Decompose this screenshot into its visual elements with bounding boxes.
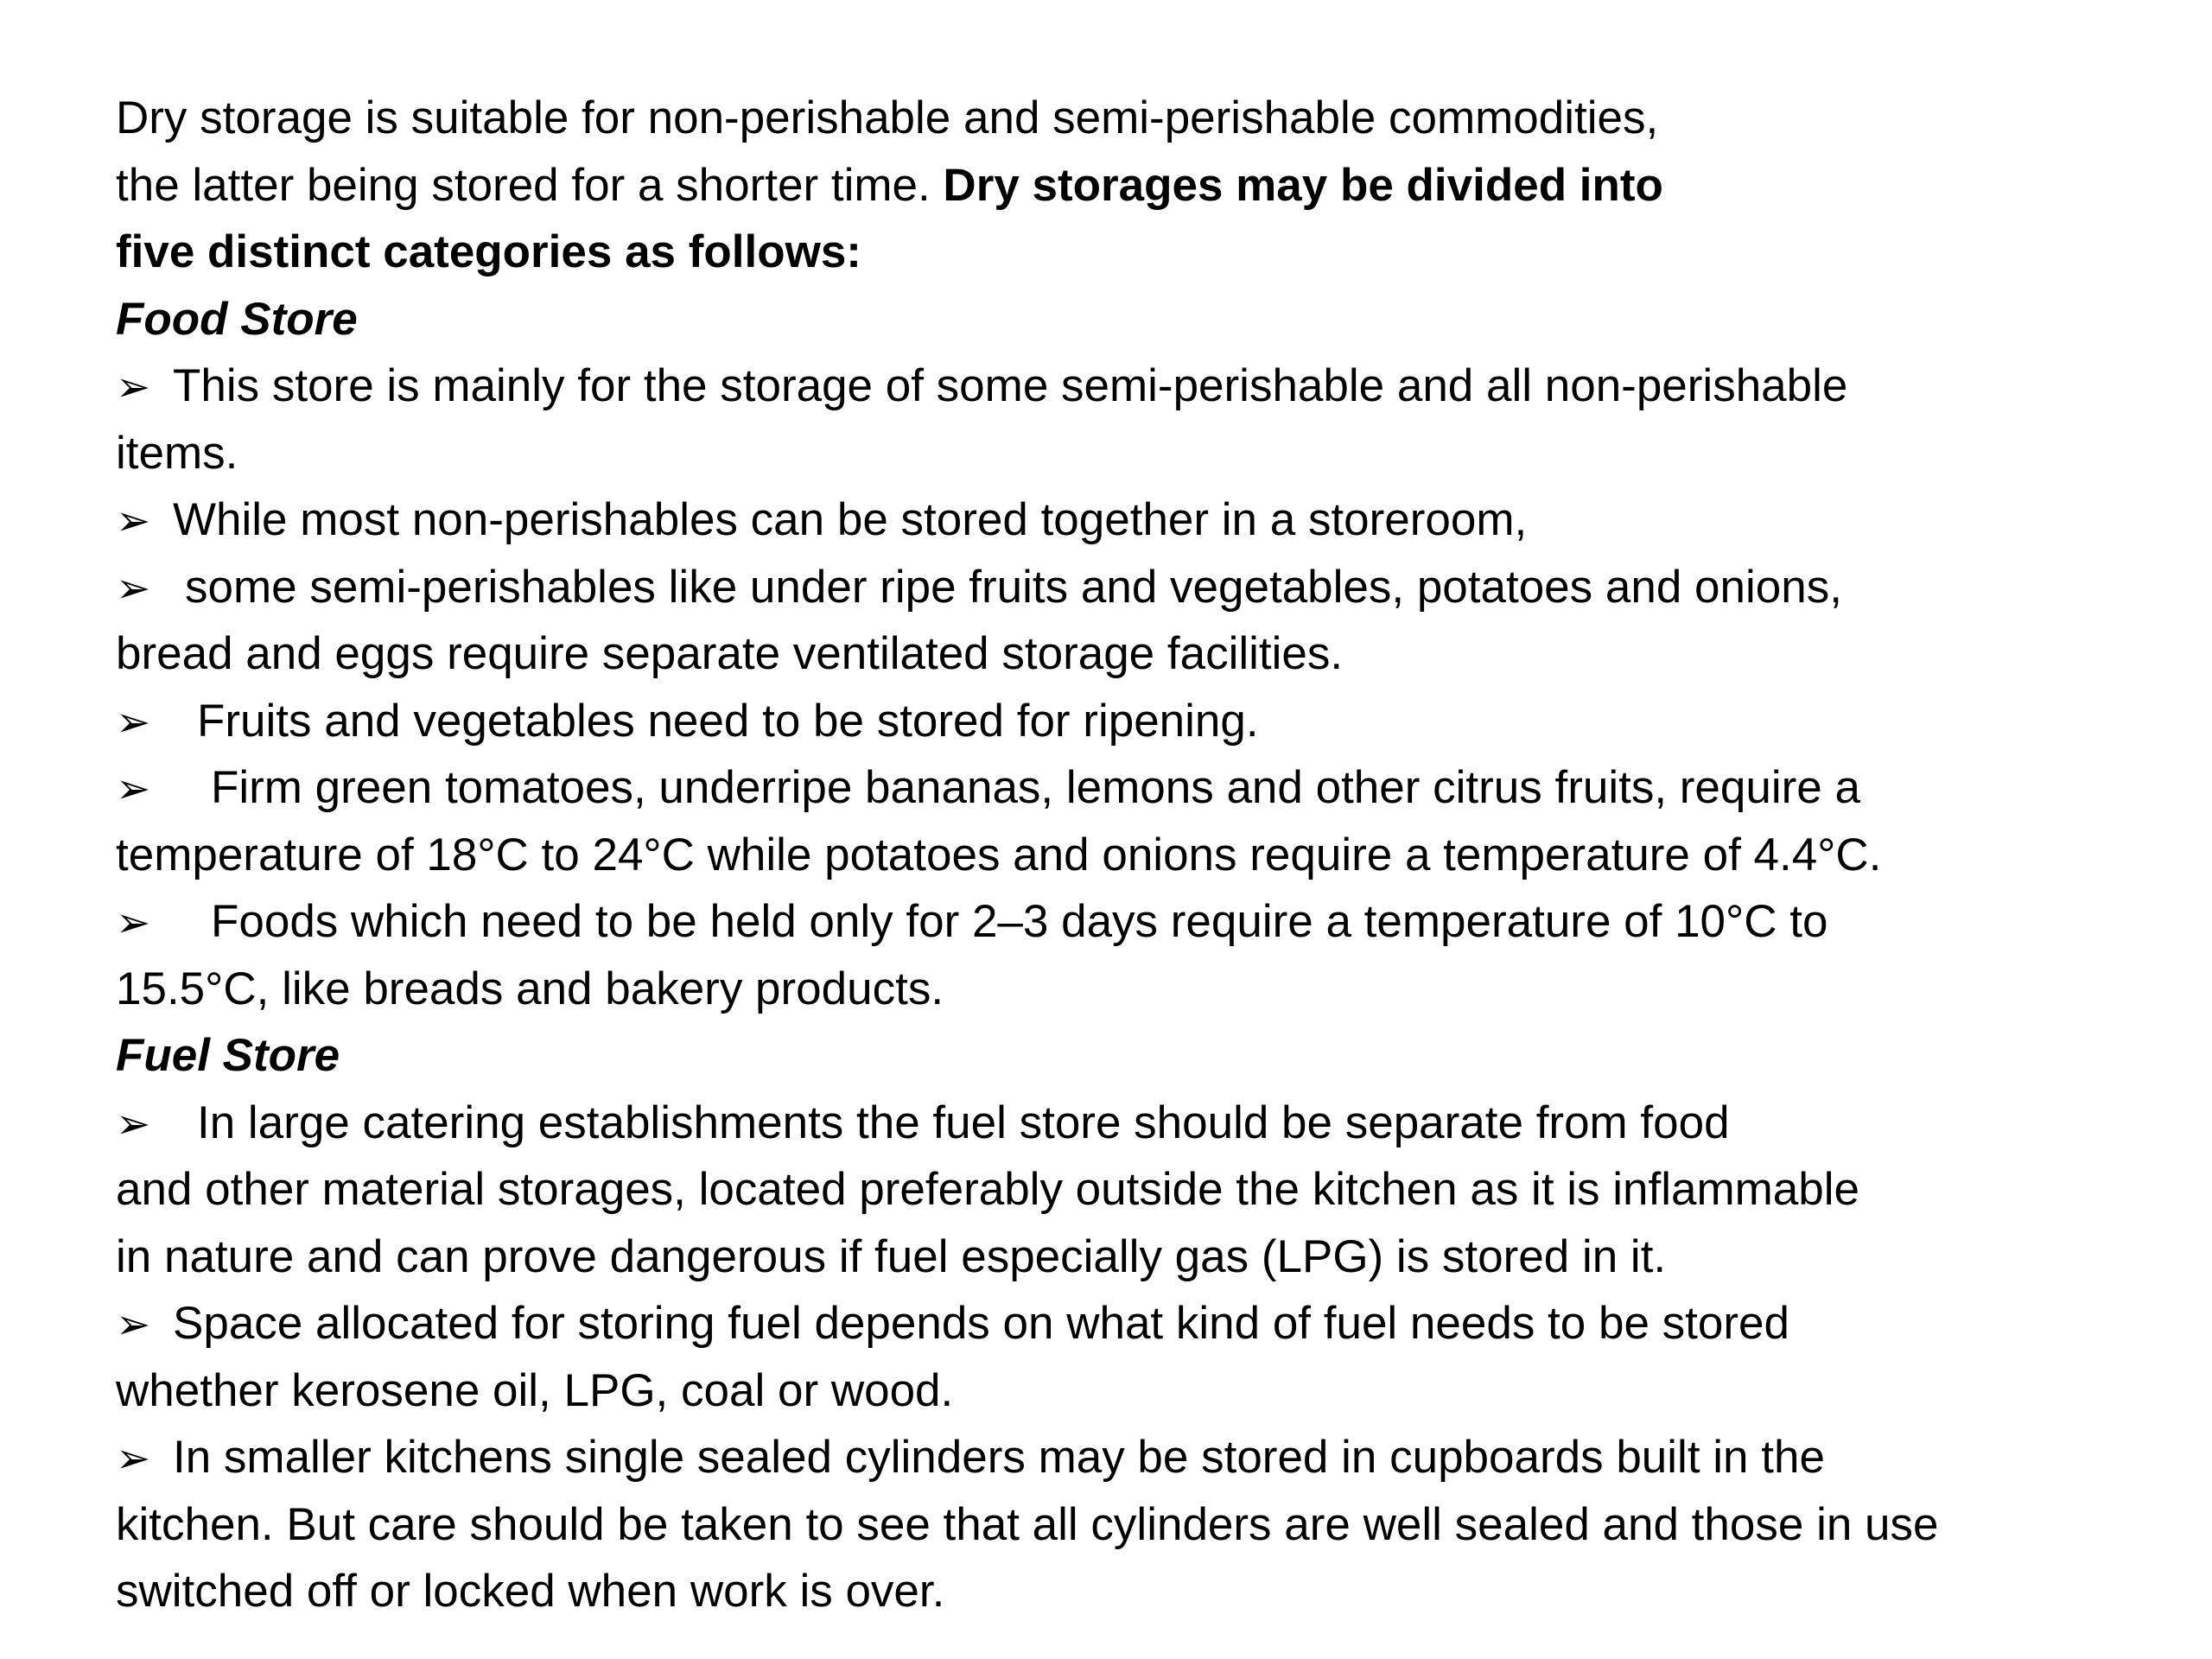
fuel-bullet-3 (116, 1424, 2190, 1491)
fuel-bullet-2-text: Space allocated for storing fuel depends on what kind of fuel needs to be stored (173, 1298, 1789, 1349)
fuel-bullet-3-cont-1: kitchen. But care should be taken to see that all cylinders are well sealed and those in use (116, 1498, 1939, 1550)
fuel-bullet-1-text: In large catering establishments the fuel store should be separate from food (197, 1096, 1730, 1148)
arrow-bullet-icon: ➢ (116, 765, 151, 813)
fuel-bullet-3-text: In smaller kitchens single sealed cylinders may be stored in cupboards built in the (173, 1432, 1825, 1483)
arrow-bullet-icon: ➢ (116, 563, 151, 613)
food-bullet-4-text: Fruits and vegetables need to be stored for ripening. (197, 695, 1259, 747)
fuel-bullet-1-cont-1: and other material storages, located preferably outside the kitchen as it is inflammable (116, 1164, 1860, 1215)
intro-line-2-plain: the latter being stored for a shorter time. (116, 159, 944, 211)
intro-line-1: Dry storage is suitable for non-perishable and semi-perishable commodities, (116, 92, 1659, 143)
food-bullet-5-cont: temperature of 18°C to 24°C while potatoes and onions require a temperature of 4.4°C. (116, 829, 1882, 880)
arrow-bullet-icon: ➢ (116, 697, 151, 747)
intro-line-3: five distinct categories as follows: (116, 226, 861, 277)
fuel-bullet-3-cont-2: switched off or locked when work is over. (116, 1566, 945, 1617)
food-bullet-3-text: some semi-perishables like under ripe fruits and vegetables, potatoes and onions, (185, 561, 1842, 613)
food-bullet-1-cont: items. (116, 427, 238, 479)
food-bullet-3-cont: bread and eggs require separate ventilated storage facilities. (116, 628, 1344, 679)
fuel-bullet-1 (116, 1090, 2190, 1157)
fuel-bullet-2 (116, 1290, 2190, 1357)
food-bullet-6-cont: 15.5°C, like breads and bakery products. (116, 963, 944, 1014)
intro-line-2 (116, 152, 2190, 219)
food-bullet-3 (116, 554, 2190, 621)
food-bullet-1 (116, 353, 2190, 420)
arrow-bullet-icon: ➢ (116, 899, 151, 947)
fuel-bullet-2-cont: whether kerosene oil, LPG, coal or wood. (116, 1364, 954, 1416)
food-bullet-5-text: Firm green tomatoes, underripe bananas, lemons and other citrus fruits, require a (211, 762, 1860, 813)
food-bullet-2-text: While most non-perishables can be stored together in a storeroom, (173, 494, 1528, 545)
food-bullet-1-text: This store is mainly for the storage of some semi-perishable and all non-perishable (173, 360, 1848, 411)
food-store-heading: Food Store (116, 293, 358, 345)
food-bullet-5 (116, 754, 2190, 822)
food-bullet-6 (116, 888, 2190, 956)
fuel-store-heading: Fuel Store (116, 1030, 340, 1081)
arrow-bullet-icon: ➢ (116, 497, 151, 545)
arrow-bullet-icon: ➢ (116, 1434, 151, 1483)
slide-content (116, 85, 2190, 1625)
arrow-bullet-icon: ➢ (116, 1300, 151, 1349)
arrow-bullet-icon: ➢ (116, 363, 151, 411)
fuel-bullet-1-cont-2: in nature and can prove dangerous if fuel especially gas (LPG) is stored in it. (116, 1230, 1667, 1282)
food-bullet-2 (116, 486, 2190, 554)
arrow-bullet-icon: ➢ (116, 1099, 151, 1148)
food-bullet-4 (116, 688, 2190, 755)
food-bullet-6-text: Foods which need to be held only for 2–3 days require a temperature of 10°C to (211, 896, 1828, 947)
intro-line-2-bold: Dry storages may be divided into (943, 159, 1663, 211)
